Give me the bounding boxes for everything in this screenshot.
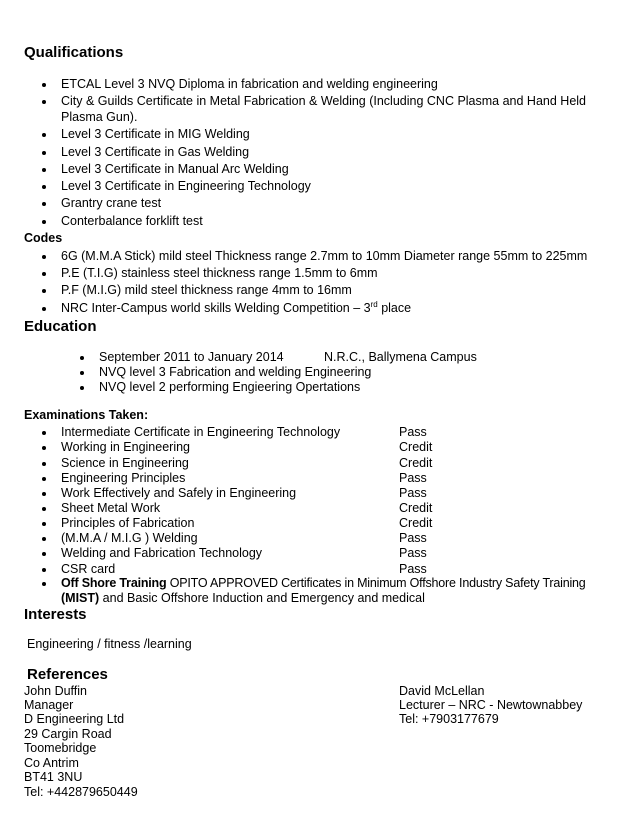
bullet-icon [80,386,84,390]
list-item-continuation: (MIST) and Basic Offshore Induction and Emergency and medical [61,591,425,605]
list-item: City & Guilds Certificate in Metal Fabrication & Welding (Including CNC Plasma and Hand Held [61,94,586,109]
reference-1-postcode: BT41 3NU [24,770,83,784]
list-item: Level 3 Certificate in Engineering Technology [61,179,311,194]
bullet-icon [42,307,46,311]
table-row: (M.M.A / M.I.G ) Welding [61,531,198,546]
list-item-offshore: Off Shore Training OPITO APPROVED Certificates in Minimum Offshore Industry Safety Training [61,576,586,591]
list-item: Level 3 Certificate in Gas Welding [61,145,249,160]
education-heading: Education [24,318,97,335]
bullet-icon [42,83,46,87]
bullet-icon [42,492,46,496]
reference-1-address-line: 29 Cargin Road [24,727,112,741]
bullet-icon [42,552,46,556]
table-row: Work Effectively and Safely in Engineering [61,486,296,501]
reference-1-name: John Duffin [24,684,88,698]
table-row: Welding and Fabrication Technology [61,546,262,561]
list-item: NVQ level 3 Fabrication and welding Engineering [99,365,371,380]
bullet-icon [80,371,84,375]
exam-result: Pass [399,546,427,560]
reference-2-name: David McLellan [399,684,485,698]
list-item: NRC Inter-Campus world skills Welding Competition – 3rd place [61,301,411,316]
exam-result: Pass [399,486,427,500]
bullet-icon [42,133,46,137]
list-item: Level 3 Certificate in MIG Welding [61,127,250,142]
education-institution: N.R.C., Ballymena Campus [324,350,477,364]
bullet-icon [42,168,46,172]
list-item: Level 3 Certificate in Manual Arc Welding [61,162,289,177]
bullet-icon [42,255,46,259]
bullet-icon [42,151,46,155]
list-item: P.E (T.I.G) stainless steel thickness range 1.5mm to 6mm [61,266,378,281]
reference-1-address-line: Toomebridge [24,741,97,755]
exam-result: Credit [399,501,433,515]
bullet-icon [42,185,46,189]
list-item: P.F (M.I.G) mild steel thickness range 4mm to 16mm [61,283,352,298]
reference-2-title: Lecturer – NRC - Newtownabbey [399,698,583,712]
bullet-icon [80,356,84,360]
bullet-icon [42,568,46,572]
bullet-icon [42,431,46,435]
exam-result: Pass [399,425,427,439]
bullet-icon [42,522,46,526]
bullet-icon [42,272,46,276]
bullet-icon [42,582,46,586]
table-row: Working in Engineering [61,440,190,455]
bullet-icon [42,289,46,293]
table-row: Intermediate Certificate in Engineering Technology [61,425,340,440]
reference-1-company: D Engineering Ltd [24,712,125,726]
bullet-icon [42,220,46,224]
list-item: NVQ level 2 performing Engieering Opertations [99,380,360,395]
reference-1-address-line: Co Antrim [24,756,79,770]
bullet-icon [42,537,46,541]
bullet-icon [42,477,46,481]
bullet-icon [42,462,46,466]
list-item: Conterbalance forklift test [61,214,203,229]
exam-result: Pass [399,531,427,545]
list-item: September 2011 to January 2014 [99,350,284,365]
exam-result: Credit [399,516,433,530]
bullet-icon [42,446,46,450]
list-item: Grantry crane test [61,196,161,211]
qualifications-heading: Qualifications [24,44,124,61]
interests-heading: Interests [24,606,87,623]
list-item: 6G (M.M.A Stick) mild steel Thickness range 2.7mm to 10mm Diameter range 55mm to 225mm [61,249,587,264]
reference-2-phone: Tel: +7903177679 [399,712,499,726]
interests-text: Engineering / fitness /learning [27,637,192,651]
list-item-continuation: Plasma Gun). [61,110,138,124]
bullet-icon [42,100,46,104]
table-row: Science in Engineering [61,456,189,471]
codes-heading: Codes [24,231,63,245]
references-heading: References [27,666,108,683]
reference-1-title: Manager [24,698,74,712]
table-row: Principles of Fabrication [61,516,194,531]
bullet-icon [42,202,46,206]
exam-result: Credit [399,456,433,470]
reference-1-phone: Tel: +442879650449 [24,785,138,799]
examinations-heading: Examinations Taken: [24,408,149,422]
table-row: Engineering Principles [61,471,185,486]
list-item: ETCAL Level 3 NVQ Diploma in fabrication and welding engineering [61,77,438,92]
exam-result: Credit [399,440,433,454]
table-row: Sheet Metal Work [61,501,160,516]
exam-result: Pass [399,562,427,576]
bullet-icon [42,507,46,511]
exam-result: Pass [399,471,427,485]
table-row: CSR card [61,562,115,577]
